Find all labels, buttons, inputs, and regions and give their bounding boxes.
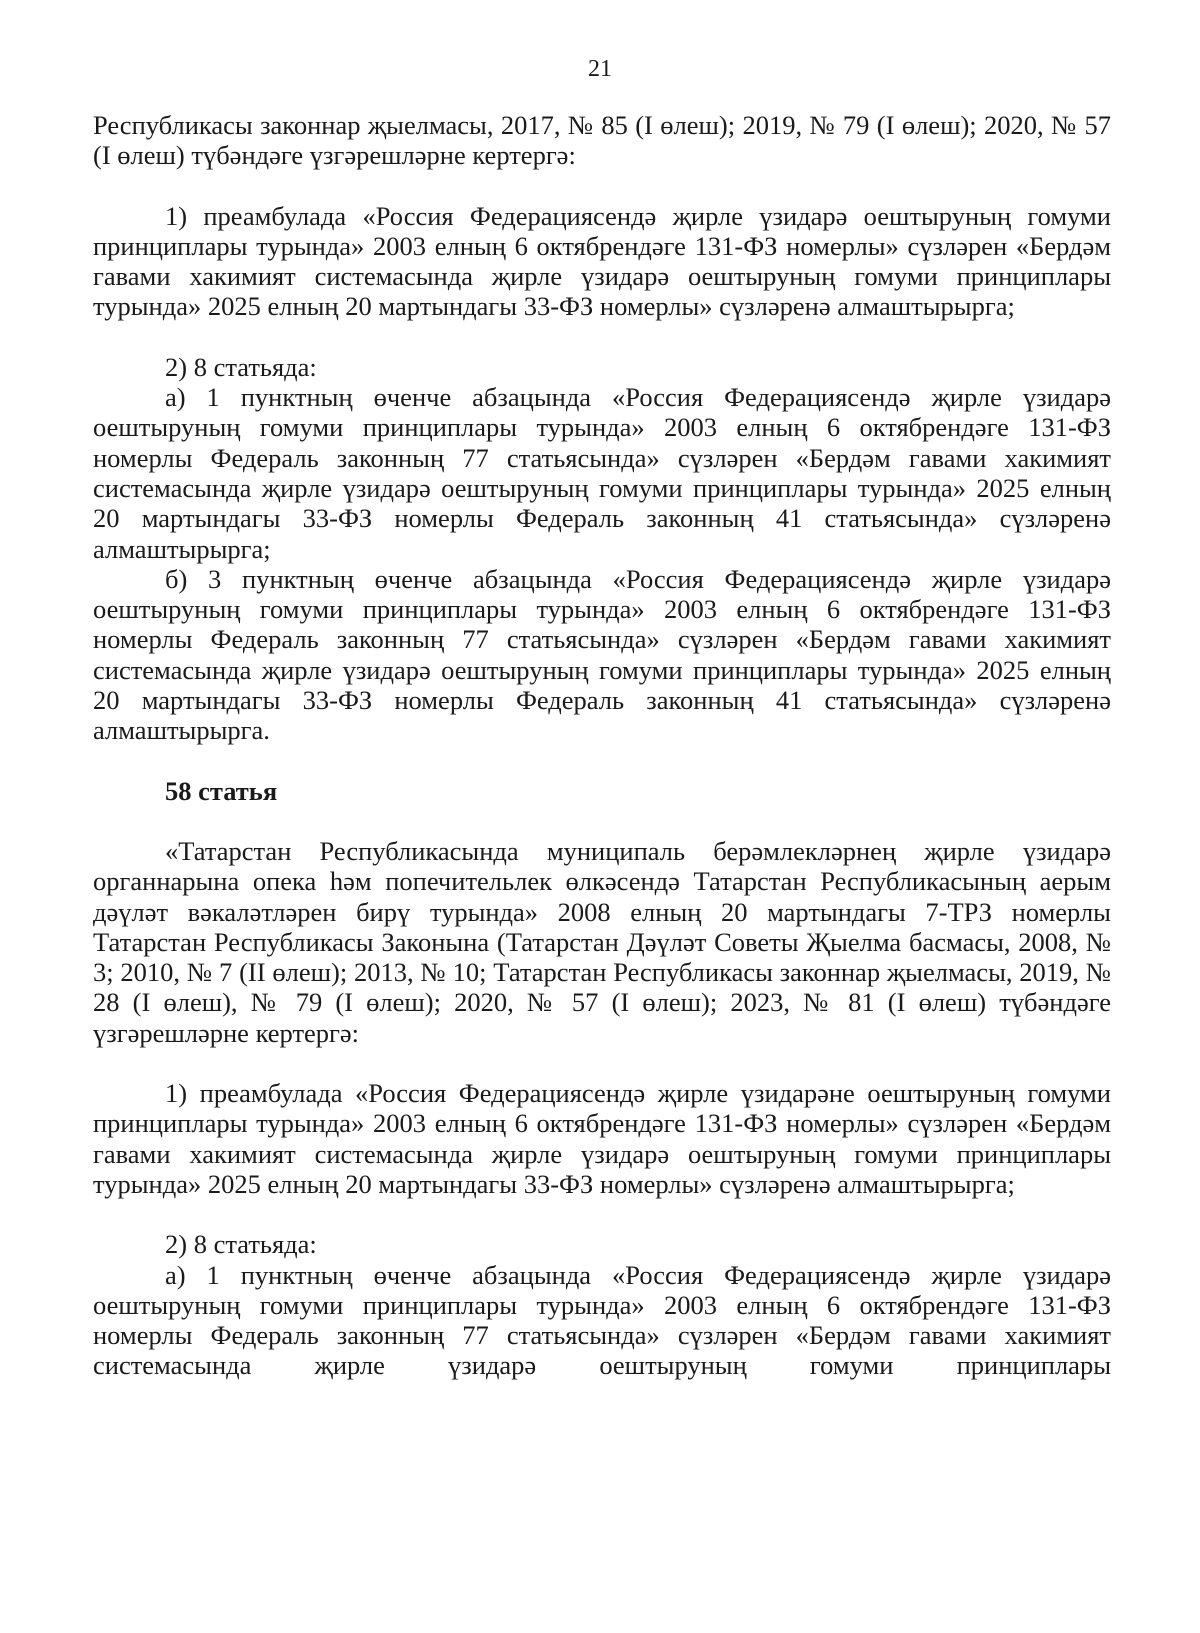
page-number: 21 (588, 56, 612, 82)
paragraph-item-2: 2) 8 статьяда: (165, 351, 317, 382)
paragraph-item-2: 2) 8 статьяда: (165, 1229, 317, 1260)
article-heading: 58 статья (165, 775, 278, 806)
paragraph-subitem-a: а) 1 пунктның өченче абзацында «Россия Федерациясендә җирле үзидарә оештыруның гомуми принциплары турында» 2003 елның 6 октябрендәге 131-ФЗ номерлы Федераль законның 77 статьясында» сүзләрен «Бердәм гавами хакимият системасында җирле үзидарә оештыруның гомуми принциплары (93, 1259, 1111, 1381)
paragraph-subitem-b: б) 3 пунктның өченче абзацында «Россия Федерациясендә җирле үзидарә оештыруның гомуми принциплары турында» 2003 елның 6 октябрендәге 131-ФЗ номерлы Федераль законның 77 статьясында» сүзләрен «Бердәм гавами хакимият системасында җирле үзидарә оештыруның гомуми принциплары турында» 2025 елның 20 мартындагы 33-ФЗ номерлы Федераль законның 41 статьясында» сүзләренә алмаштырырга. (93, 563, 1111, 746)
document-body (93, 110, 1111, 1381)
paragraph-gap (93, 1048, 1111, 1078)
article-intro: «Татарстан Республикасында муниципаль берәмлекләрнең җирле үзидарә органнарына опека һәм попечительлек өлкәсендә Татарстан Республикасының аерым дәүләт вәкаләтләрен бирү турында» 2008 елның 20 мартындагы 7-ТРЗ номерлы Татарстан Республикасы Законына (Татарстан Дәүләт Советы Җыелма басмасы, 2008, № 3; 2010, № 7 (II өлеш); 2013, № 10; Татарстан Республикасы законнар җыелмасы, 2019, № 28 (I өлеш), № 79 (I өлеш); 2020, № 57 (I өлеш); 2023, № 81 (I өлеш) түбәндәге үзгәрешләрне кертергә: (93, 835, 1111, 1048)
paragraph-subitem-a: а) 1 пунктның өченче абзацында «Россия Федерациясендә җирле үзидарә оештыруның гомуми принциплары турында» 2003 елның 6 октябрендәге 131-ФЗ номерлы Федераль законның 77 статьясында» сүзләрен «Бердәм гавами хакимият системасында җирле үзидарә оештыруның гомуми принциплары турында» 2025 елның 20 мартындагы 33-ФЗ номерлы Федераль законның 41 статьясында» сүзләренә алмаштырырга; (93, 382, 1111, 564)
paragraph-gap (93, 1199, 1111, 1229)
paragraph-gap (93, 746, 1111, 776)
paragraph-gap (93, 806, 1111, 836)
paragraph-gap (93, 171, 1111, 201)
paragraph-continuation: Республикасы законнар җыелмасы, 2017, № 85 (I өлеш); 2019, № 79 (I өлеш); 2020, № 57 (I өлеш) түбәндәге үзгәрешләрне кертергә: (93, 110, 1111, 171)
paragraph-item-1: 1) преамбулада «Россия Федерациясендә җирле үзидарә оештыруның гомуми принциплары турында» 2003 елның 6 октябрендәге 131-ФЗ номерлы» сүзләрен «Бердәм гавами хакимият системасында җирле үзидарә оештыруның гомуми принциплары турында» 2025 елның 20 мартындагы 33-ФЗ номерлы» сүзләренә алмаштырырга; (93, 200, 1111, 322)
paragraph-item-1: 1) преамбулада «Россия Федерациясендә җирле үзидарәне оештыруның гомуми принциплары турында» 2003 елның 6 октябрендәге 131-ФЗ номерлы» сүзләрен «Бердәм гавами хакимият системасында җирле үзидарә оештыруның гомуми принциплары турында» 2025 елның 20 мартындагы 33-ФЗ номерлы» сүзләренә алмаштырырга; (93, 1078, 1111, 1199)
paragraph-gap (93, 322, 1111, 352)
